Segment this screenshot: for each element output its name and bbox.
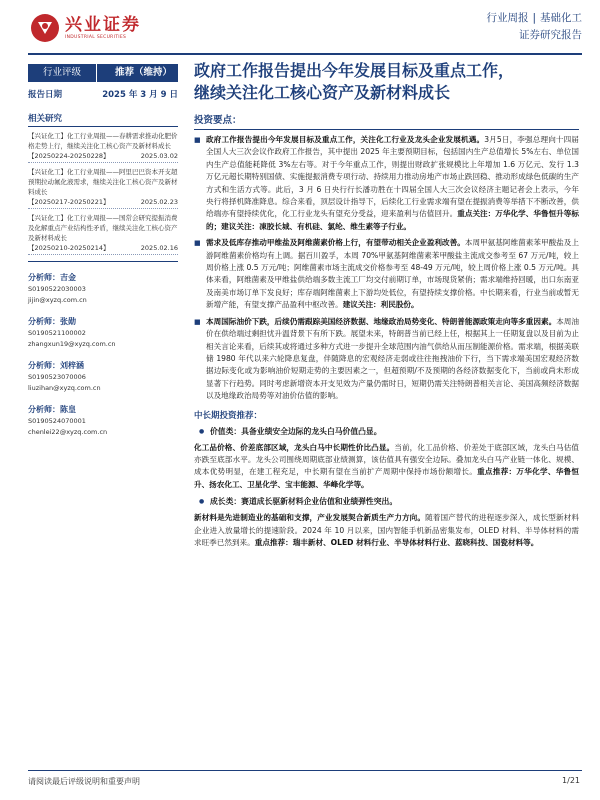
report-series: 证券研究报告 bbox=[519, 29, 582, 41]
paragraph-tail: 建议关注：利民股份。 bbox=[342, 300, 419, 310]
related-item[interactable] bbox=[28, 131, 178, 163]
rating-bar bbox=[28, 64, 178, 82]
related-item-date: 2025.02.23 bbox=[140, 198, 178, 206]
analyst-name: 分析师：张勋 bbox=[28, 317, 76, 326]
paragraph-policy bbox=[194, 134, 579, 233]
page-header bbox=[0, 0, 600, 56]
paragraph-lead: 新材料是先进制造业的基础和支撑，产业发展契合新质生产力方向。 bbox=[194, 513, 426, 523]
title-line-2: 继续关注化工核心资产及新材料成长 bbox=[194, 83, 451, 102]
analyst-cert: S0190521100002 bbox=[28, 329, 86, 337]
report-title bbox=[194, 60, 579, 104]
related-item-period: 【20250224-20250228】 bbox=[28, 152, 110, 160]
paragraph-body: 3月5日，李强总理向十四届全国人大三次会议作政府工作报告，其中提出 2025 年主要预期目标，包括国内生产总值增长 5%左右、单位国内生产总值能耗降低 3%左右等。对于今年重点工作，则提出财政扩张规模比上年增加 1.6 万亿元、发行 1.3 万亿元超长期特别国债、实施提振消费专项行动、持续用力推动房地产市场止跌回稳、推动形成绿色低碳的生产方式和生活方式等。此后，3 月 6 日央行行长潘功胜在十四届全国人大三次会议经济主题记者会上表示，今年央行将择机降准降息。综合来看，顶层设计指导下，后续化工行业需求端有望在提振消费等举措下不断改善，供给端亦有望持续优化，化工行业龙头有望充分受益，迎来盈利与估值回升。 bbox=[206, 135, 579, 219]
paragraph-abamectin bbox=[194, 237, 579, 311]
paragraph-tail: 重点推荐：瑞丰新材、OLED 材料行业、半导体材料行业、蓝晓科技、国瓷材料等。 bbox=[254, 537, 539, 547]
logo-emblem-icon bbox=[30, 13, 60, 43]
date-value: 2025 年 3 月 9 日 bbox=[102, 90, 178, 100]
rating-label: 行业评级 bbox=[28, 64, 96, 82]
paragraph-lead: 化工品价格、价差底部区域，龙头白马中长期性价比凸显。 bbox=[194, 442, 395, 452]
logo-text-en: INDUSTRIAL SECURITIES bbox=[65, 34, 127, 40]
key-points-title: 投资要点： bbox=[194, 112, 579, 130]
growth-bullet: ● 成长类：赛道成长驱新材料企业估值和业绩弹性突出。 bbox=[194, 496, 579, 508]
header-meta: 行业周报 | 基础化工 证券研究报告 bbox=[486, 10, 582, 44]
related-item-period: 【20250217-20250221】 bbox=[28, 198, 110, 206]
related-item-period: 【20250210-20250214】 bbox=[28, 244, 110, 252]
paragraph-tail: 重点推荐：万华化学、华鲁恒升、扬农化工、卫星化学、宝丰能源、华峰化学等。 bbox=[194, 467, 580, 489]
related-research-title: 相关研究 bbox=[28, 112, 178, 127]
report-type: 行业周报 bbox=[486, 12, 529, 24]
analyst-block bbox=[28, 316, 178, 350]
page-number: 1/21 bbox=[562, 776, 580, 785]
related-research-list bbox=[28, 131, 178, 262]
title-line-1: 政府工作报告提出今年发展目标及重点工作， bbox=[194, 61, 515, 80]
paragraph-body: 随着国产替代的进程逐步深入，成长型新材料企业进入放量增长的提速阶段。2024 年 10 月以来，国内智能手机新品密集发布，OLED 材料、半导体材料的需求旺季已然到来。 bbox=[194, 513, 579, 547]
paragraph-lead: 需求及低库存推动甲维盐及阿维菌素价格上行，有望带动相关企业盈利改善。 bbox=[206, 238, 465, 248]
analyst-email[interactable]: zhangxun19@xyzq.com.cn bbox=[28, 340, 116, 348]
rating-value: 推荐（维持） bbox=[96, 64, 178, 82]
analyst-block bbox=[28, 360, 178, 394]
analyst-cert: S0190522030003 bbox=[28, 285, 86, 293]
company-logo bbox=[30, 13, 141, 43]
paragraph-value bbox=[194, 442, 579, 492]
analyst-cert: S0190524070001 bbox=[28, 417, 86, 425]
sector-name: 基础化工 bbox=[540, 12, 582, 24]
related-item-text: 【兴证化工】化工行业周报——阿里巴巴资本开支超预期拉动氟化液需求，继续关注化工核心资产及新材料成长 bbox=[28, 168, 178, 196]
related-item-date: 2025.03.02 bbox=[140, 152, 178, 160]
paragraph-tail: 重点关注：万华化学、华鲁恒升等标的；建议关注：凍胶长城、有机硅、氯纶、维生素等子行业。 bbox=[206, 209, 580, 231]
paragraph-lead: 本周国际油价下跌，后续仍需跟踪美国经济数据、地缘政治局势变化、特朗普能源政策走向等多重因素。 bbox=[206, 316, 557, 326]
paragraph-body: 本周甲氨基阿维菌素苯甲酸盐及上游阿维菌素价格均有上调。据百川盈孚，本周 70%甲氨基阿维菌素苯甲酸盐主流成交参考至 67 万元/吨，较上周价格上涨 0.5 万元/吨；阿维菌素市场主流成交价格参考至 48-49 万元/吨，较上周价格上涨 0.5 万元/吨。具体来看，阿维菌素及甲维盐供给端多数主流工厂均交付前期订单，市场现货紧俏；需求端维持回暖，出口东南亚及南美市场订单下发良好；库存端阿维菌素上下游均处低位，有望持续支撑价格。中长期来看，行业当前或暂无新增产能，有望支撑产品盈利中枢改善。 bbox=[206, 238, 579, 310]
main-content bbox=[194, 60, 579, 549]
related-item[interactable] bbox=[28, 213, 178, 255]
value-bullet: ● 价值类：具备业绩安全边际的龙头白马价值凸显。 bbox=[194, 426, 579, 438]
analyst-email[interactable]: liuzihan@xyzq.com.cn bbox=[28, 384, 101, 392]
paragraph-lead: 政府工作报告提出今年发展目标及重点工作，关注化工行业及龙头企业发展机遇。 bbox=[206, 135, 485, 144]
paragraph-growth bbox=[194, 512, 579, 549]
analyst-email[interactable]: jijin@xyzq.com.cn bbox=[28, 296, 87, 304]
paragraph-body: 本周油价在供给端过剩担忧升温背景下有所下跌。展望未来，特朗普当前已经上任，根据其上一任期复盘以及目前为止相关言论来看，后续其或将通过多种方式进一步提升全球范围内油气供给从而压制能源价格。需求端，根据美联储 1980 年代以来六轮降息复盘，伴随降息的宏观经济走弱或往往拖拽油价下行，当下需求端美国宏观经济数据边际变化或为影响油价短期走势的主要因素之一，但超预期/不及预期的各经济数据变化下，当前或尚未形成显著下行趋势。同时考虑新增资本开支见效为产量仍需时日，短期仍需关注特朗普相关言论、美国高频经济数据以及地缘政治局势等对油价估值的影响。 bbox=[206, 316, 580, 401]
sidebar bbox=[28, 64, 178, 438]
analyst-name: 分析师：刘梓涵 bbox=[28, 361, 84, 370]
analyst-name: 分析师：吉金 bbox=[28, 273, 76, 282]
analyst-email[interactable]: chenlei22@xyzq.com.cn bbox=[28, 428, 108, 436]
paragraph-oil bbox=[194, 316, 579, 403]
mid-long-title: 中长期投资推荐： bbox=[194, 410, 263, 421]
logo-text-cn: 兴业证券 bbox=[65, 14, 141, 35]
analyst-block bbox=[28, 404, 178, 438]
analyst-block bbox=[28, 272, 178, 306]
related-item[interactable] bbox=[28, 167, 178, 209]
report-date bbox=[28, 88, 178, 104]
header-divider bbox=[28, 53, 582, 55]
analyst-name: 分析师：陈皇 bbox=[28, 405, 76, 414]
date-label: 报告日期 bbox=[28, 90, 63, 100]
footer-disclaimer[interactable]: 请阅读最后评级说明和重要声明 bbox=[28, 777, 140, 786]
footer-divider bbox=[28, 770, 582, 771]
analyst-cert: S0190523070006 bbox=[28, 373, 86, 381]
related-item-date: 2025.02.16 bbox=[140, 244, 178, 252]
related-item-text: 【兴证化工】化工行业周报——国常会研究提振消费及化解重点产业结构性矛盾，继续关注化工核心资产及新材料成长 bbox=[28, 214, 178, 242]
paragraph-body: 当前，化工品价格、价差处于底部区域，龙头白马估值亦跌至底部水平。龙头公司围绕周期底部业绩测算，该估值具有强安全边际。叠加龙头白马产业链一体化、规模、成本优势明显，在建工程充足，中长期有望在当前扩产周期中保持市场份额增长。 bbox=[194, 442, 580, 477]
related-item-text: 【兴证化工】化工行业周报——春耕需求推动化肥价格走势上行，继续关注化工核心资产及新材料成长 bbox=[28, 132, 178, 150]
